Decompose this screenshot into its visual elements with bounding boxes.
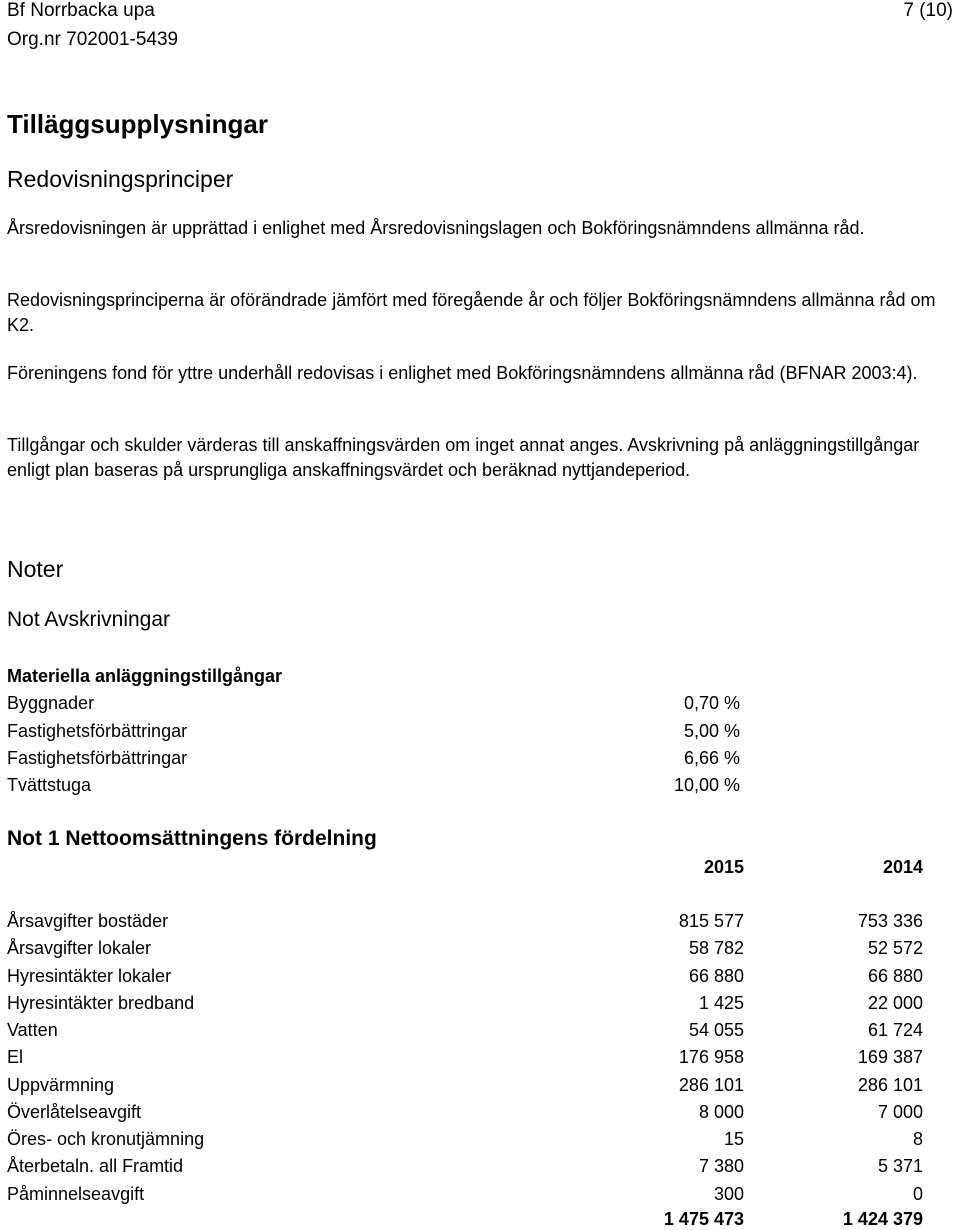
- revenue-row-2014: 66 880: [867, 966, 923, 986]
- revenue-row-2014: 169 387: [857, 1047, 923, 1067]
- revenue-row-2014: 7 000: [877, 1102, 923, 1122]
- revenue-row-2014: 52 572: [867, 938, 923, 958]
- revenue-total-2014: 1 424 379: [842, 1209, 923, 1229]
- principles-paragraph-3: Föreningens fond för yttre underhåll redovisas i enlighet med Bokföringsnämndens allmänna råd (BFNAR 2003:4).: [7, 363, 918, 383]
- revenue-row-2015: 300: [713, 1184, 744, 1204]
- revenue-row-2015: 1 425: [698, 993, 744, 1013]
- revenue-row-2015: 15: [723, 1129, 744, 1149]
- revenue-row-label: Uppvärmning: [7, 1075, 115, 1095]
- revenue-row-2015: 66 880: [688, 966, 744, 986]
- revenue-row-label: Påminnelseavgift: [7, 1184, 145, 1204]
- depreciation-row-label: Tvättstuga: [7, 775, 92, 795]
- revenue-row-2014: 61 724: [867, 1020, 923, 1040]
- revenue-row-2014: 22 000: [867, 993, 923, 1013]
- revenue-row-2015: 815 577: [678, 911, 744, 931]
- revenue-row-label: Överlåtelseavgift: [7, 1102, 142, 1122]
- revenue-row-label: Vatten: [7, 1020, 58, 1040]
- depreciation-note-heading: Not Avskrivningar: [7, 608, 171, 631]
- notes-heading: Noter: [7, 556, 64, 582]
- depreciation-row-label: Fastighetsförbättringar: [7, 721, 188, 741]
- revenue-row-label: Hyresintäkter lokaler: [7, 966, 172, 986]
- page-title: Tilläggsupplysningar: [7, 109, 269, 139]
- revenue-row-label: Årsavgifter bostäder: [7, 911, 169, 931]
- page-number: 7 (10): [903, 0, 953, 21]
- depreciation-row-label: Byggnader: [7, 693, 95, 713]
- depreciation-row-label: Fastighetsförbättringar: [7, 748, 188, 768]
- principles-paragraph-2: Redovisningsprinciperna är oförändrade jämfört med föregående år och följer Bokföringsnämndens allmänna råd om K2.: [7, 290, 936, 335]
- revenue-row-2014: 0: [912, 1184, 923, 1204]
- revenue-row-2015: 7 380: [698, 1156, 744, 1176]
- principles-paragraph-1: Årsredovisningen är upprättad i enlighet med Årsredovisningslagen och Bokföringsnämndens allmänna råd.: [7, 218, 865, 238]
- column-header-2014: 2014: [882, 857, 923, 877]
- revenue-row-2015: 58 782: [688, 938, 744, 958]
- revenue-total-2015: 1 475 473: [663, 1209, 744, 1229]
- revenue-row-2015: 286 101: [678, 1075, 744, 1095]
- note1-heading: Not 1 Nettoomsättningens fördelning: [7, 827, 377, 850]
- tangible-assets-subheading: Materiella anläggningstillgångar: [7, 666, 283, 686]
- depreciation-row-value: 10,00 %: [673, 775, 740, 795]
- principles-paragraph-4: Tillgångar och skulder värderas till anskaffningsvärden om inget annat anges. Avskrivning på anläggningstillgångar enligt plan baseras på ursprungliga anskaffningsvärdet och beräknad nyttjandeperiod.: [7, 435, 920, 480]
- revenue-row-2014: 753 336: [857, 911, 923, 931]
- accounting-principles-heading: Redovisningsprinciper: [7, 166, 234, 192]
- organization-name: Bf Norrbacka upa: [7, 0, 155, 21]
- revenue-row-label: Öres- och kronutjämning: [7, 1129, 205, 1149]
- revenue-row-2015: 176 958: [678, 1047, 744, 1067]
- revenue-row-label: Hyresintäkter bredband: [7, 993, 195, 1013]
- revenue-row-2014: 5 371: [877, 1156, 923, 1176]
- revenue-row-2015: 54 055: [688, 1020, 744, 1040]
- depreciation-row-value: 0,70 %: [683, 693, 740, 713]
- organization-number: Org.nr 702001-5439: [7, 29, 179, 50]
- column-header-2015: 2015: [703, 857, 744, 877]
- depreciation-row-value: 5,00 %: [683, 721, 740, 741]
- revenue-row-label: El: [7, 1047, 24, 1067]
- revenue-row-2014: 286 101: [857, 1075, 923, 1095]
- revenue-row-label: Årsavgifter lokaler: [7, 938, 152, 958]
- revenue-row-2015: 8 000: [698, 1102, 744, 1122]
- depreciation-row-value: 6,66 %: [683, 748, 740, 768]
- revenue-row-2014: 8: [912, 1129, 923, 1149]
- revenue-row-label: Återbetaln. all Framtid: [7, 1156, 184, 1176]
